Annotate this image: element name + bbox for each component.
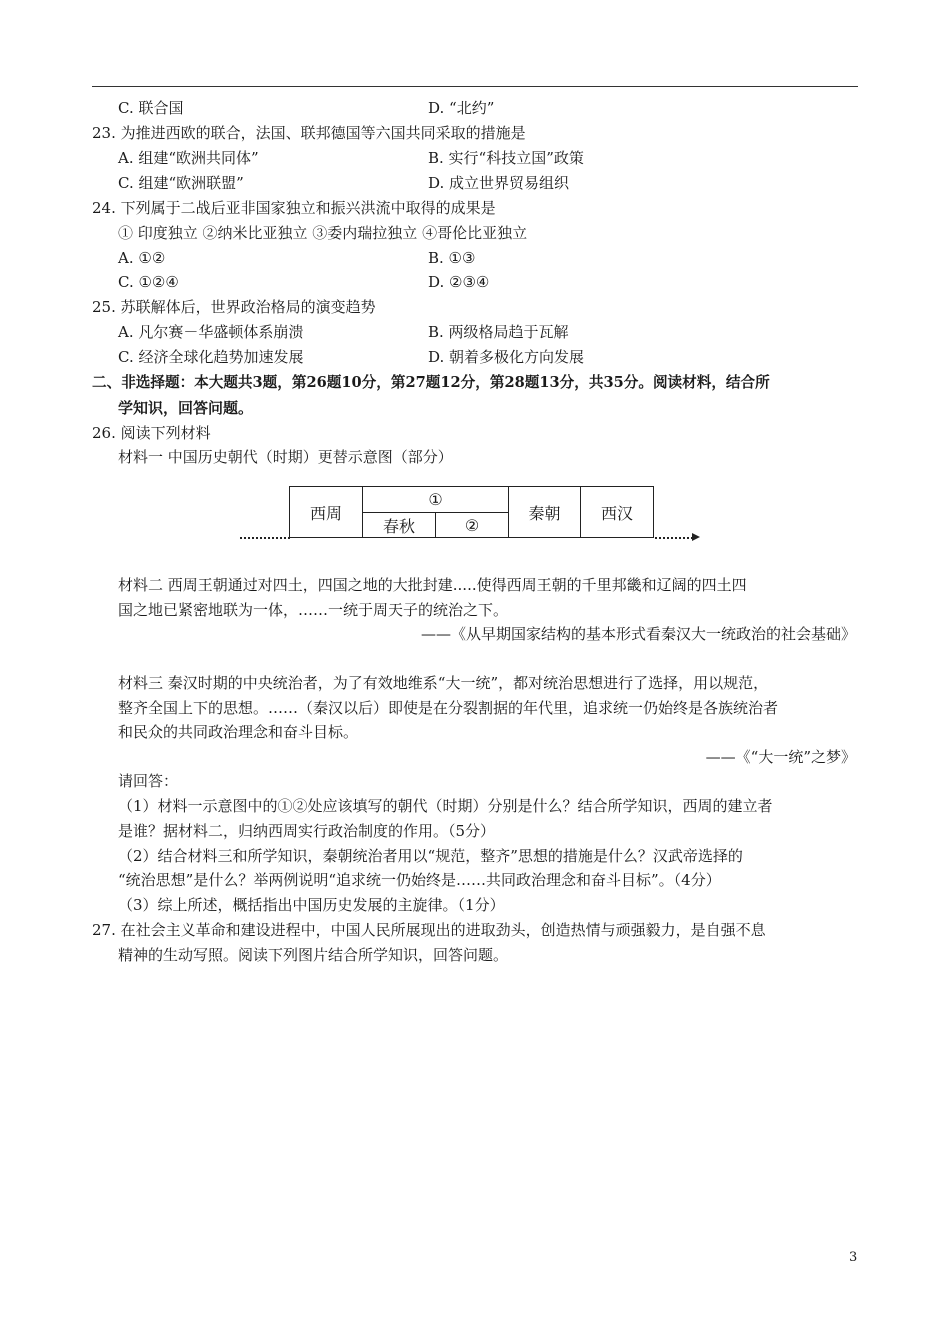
q26-subquestion1-line1: （1）材料一示意图中的①②处应该填写的朝代（时期）分别是什么？结合所学知识，西周的建立者 bbox=[118, 797, 773, 815]
q22-option-d: D. “北约” bbox=[428, 99, 495, 117]
q26-subquestion2-line2: “统治思想”是什么？举两例说明“追求统一仍始终是……共同政治理念和奋斗目标”。（4分） bbox=[118, 871, 721, 889]
page-number: 3 bbox=[849, 1250, 858, 1265]
q26-material3-line1: 材料三 秦汉时期的中央统治者，为了有效地维系“大一统”，都对统治思想进行了选择，用以规范， bbox=[118, 674, 769, 692]
timeline-arrow-icon bbox=[692, 533, 700, 541]
q26-material3-line3: 和民众的共同政治理念和奋斗目标。 bbox=[118, 723, 359, 741]
q25-option-a: A. 凡尔赛－华盛顿体系崩溃 bbox=[118, 323, 304, 341]
timeline-dotted-lead-out bbox=[655, 537, 693, 539]
q26-subquestion2-line1: （2）结合材料三和所学知识，秦朝统治者用以“规范，整齐”思想的措施是什么？汉武帝选择的 bbox=[118, 847, 743, 865]
q26-material3-source: ——《“大一统”之梦》 bbox=[705, 748, 856, 766]
timeline-cell-xihan: 西汉 bbox=[580, 486, 654, 538]
timeline-cell-blank1: ① bbox=[362, 486, 509, 513]
q24-stem: 24. 下列属于二战后亚非国家独立和振兴洪流中取得的成果是 bbox=[92, 199, 496, 217]
header-rule bbox=[92, 86, 858, 87]
timeline-cell-chunqiu: 春秋 bbox=[362, 512, 436, 538]
q23-option-a: A. 组建“欧洲共同体” bbox=[118, 149, 259, 167]
q24-items: ① 印度独立 ②纳米比亚独立 ③委内瑞拉独立 ④哥伦比亚独立 bbox=[118, 224, 528, 242]
section2-heading-line1: 二、非选择题：本大题共3题，第26题10分，第27题12分，第28题13分，共35分。阅读材料，结合所 bbox=[92, 374, 770, 391]
q26-material3-line2: 整齐全国上下的思想。……（秦汉以后）即使是在分裂割据的年代里，追求统一仍始终是各族统治者 bbox=[118, 699, 779, 717]
q23-stem: 23. 为推进西欧的联合，法国、联邦德国等六国共同采取的措施是 bbox=[92, 124, 526, 142]
q26-material2-line1: 材料二 西周王朝通过对四土，四国之地的大批封建.....使得西周王朝的千里邦畿和辽阔的四土四 bbox=[118, 576, 747, 594]
q22-option-c: C. 联合国 bbox=[118, 99, 184, 117]
q25-stem: 25. 苏联解体后，世界政治格局的演变趋势 bbox=[92, 298, 376, 316]
q26-stem: 26. 阅读下列材料 bbox=[92, 424, 211, 442]
q26-material1-title: 材料一 中国历史朝代（时期）更替示意图（部分） bbox=[118, 448, 453, 466]
q26-material2-line2: 国之地已紧密地联为一体，……一统于周天子的统治之下。 bbox=[118, 601, 509, 619]
section2-heading-line2: 学知识，回答问题。 bbox=[118, 399, 254, 417]
q26-ask-label: 请回答： bbox=[118, 772, 179, 790]
q24-option-b: B. ①③ bbox=[428, 249, 476, 267]
q23-option-b: B. 实行“科技立国”政策 bbox=[428, 149, 584, 167]
timeline-dotted-lead-in bbox=[240, 537, 290, 539]
q23-option-d: D. 成立世界贸易组织 bbox=[428, 174, 570, 192]
q24-option-d: D. ②③④ bbox=[428, 273, 490, 291]
q24-option-a: A. ①② bbox=[118, 249, 166, 267]
timeline-cell-xizhou: 西周 bbox=[289, 486, 363, 538]
q26-subquestion1-line2: 是谁？据材料二，归纳西周实行政治制度的作用。（5分） bbox=[118, 822, 496, 840]
q26-material2-source: ——《从早期国家结构的基本形式看秦汉大一统政治的社会基础》 bbox=[420, 625, 856, 643]
q25-option-b: B. 两级格局趋于瓦解 bbox=[428, 323, 569, 341]
q26-subquestion3: （3）综上所述，概括指出中国历史发展的主旋律。（1分） bbox=[118, 896, 505, 914]
timeline-cell-blank2: ② bbox=[435, 512, 509, 538]
q25-option-d: D. 朝着多极化方向发展 bbox=[428, 348, 585, 366]
q25-option-c: C. 经济全球化趋势加速发展 bbox=[118, 348, 304, 366]
timeline-cell-qin: 秦朝 bbox=[508, 486, 581, 538]
q24-option-c: C. ①②④ bbox=[118, 273, 179, 291]
q27-stem-line1: 27. 在社会主义革命和建设进程中，中国人民所展现出的进取劲头，创造热情与顽强毅力，是自强不息 bbox=[92, 921, 766, 939]
q27-stem-line2: 精神的生动写照。阅读下列图片结合所学知识，回答问题。 bbox=[118, 946, 509, 964]
q23-option-c: C. 组建“欧洲联盟” bbox=[118, 174, 244, 192]
